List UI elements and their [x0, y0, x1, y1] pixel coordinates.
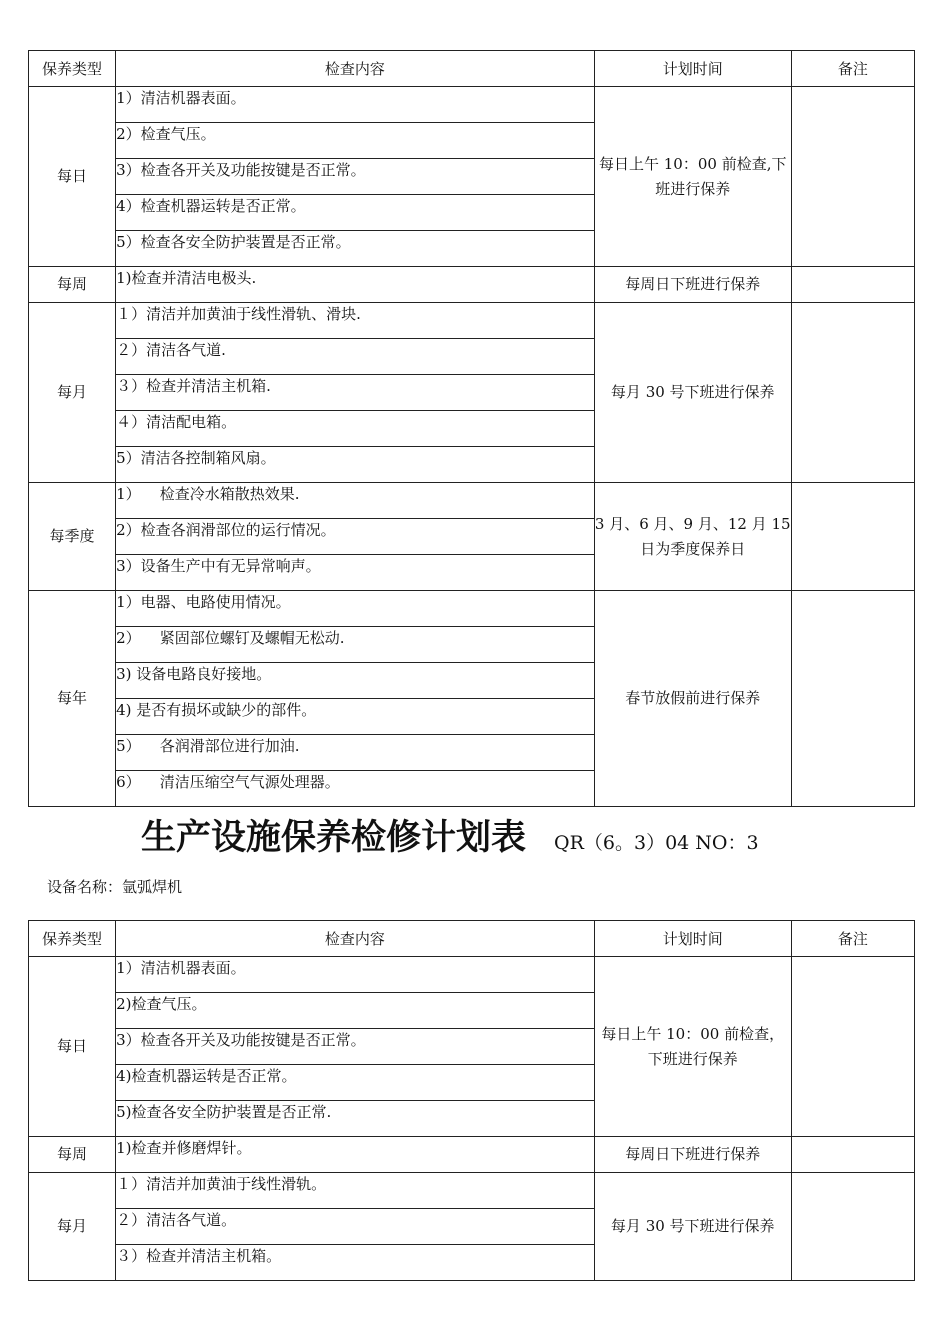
check-item: 5） 各润滑部位进行加油. [116, 735, 595, 771]
type-weekly: 每周 [29, 1137, 116, 1173]
table-row [29, 957, 915, 993]
check-item: ３）检查并清洁主机箱. [116, 375, 595, 411]
check-item: 3）检查各开关及功能按键是否正常。 [116, 1029, 595, 1065]
check-item: １）清洁并加黄油于线性滑轨、滑块. [116, 303, 595, 339]
type-monthly: 每月 [29, 1173, 116, 1281]
check-item: 2）检查气压。 [116, 123, 595, 159]
equipment-label: 设备名称： [47, 878, 123, 896]
maintenance-table-2 [28, 920, 915, 1281]
check-item: 5）检查各安全防护装置是否正常。 [116, 231, 595, 267]
table-row [29, 483, 915, 519]
table-row [29, 591, 915, 627]
check-item: 2)检查气压。 [116, 993, 595, 1029]
header-plan: 计划时间 [594, 921, 791, 957]
table-row [29, 267, 915, 303]
plan-time-weekly: 每周日下班进行保养 [594, 1137, 791, 1173]
check-item: 1）清洁机器表面。 [116, 957, 595, 993]
header-content: 检查内容 [116, 51, 595, 87]
equipment-line [47, 876, 182, 897]
check-item: 3）设备生产中有无异常响声。 [116, 555, 595, 591]
form-code: QR（6。3）04 NO：3 [554, 832, 759, 854]
check-item: 1） 检查冷水箱散热效果. [116, 483, 595, 519]
table-header-row [29, 921, 915, 957]
check-item: ２）清洁各气道. [116, 339, 595, 375]
type-monthly: 每月 [29, 303, 116, 483]
header-plan: 计划时间 [594, 51, 791, 87]
table-header-row [29, 51, 915, 87]
plan-time-monthly: 每月 30 号下班进行保养 [594, 303, 791, 483]
type-daily: 每日 [29, 87, 116, 267]
note-cell [791, 267, 914, 303]
table-row [29, 303, 915, 339]
plan-time-weekly: 每周日下班进行保养 [594, 267, 791, 303]
equipment-name: 氩弧焊机 [122, 878, 183, 896]
check-item: 5)检查各安全防护装置是否正常. [116, 1101, 595, 1137]
check-item: 6） 清洁压缩空气气源处理器。 [116, 771, 595, 807]
type-weekly: 每周 [29, 267, 116, 303]
check-item: 4)检查机器运转是否正常。 [116, 1065, 595, 1101]
check-item: 2）检查各润滑部位的运行情况。 [116, 519, 595, 555]
check-item: 2） 紧固部位螺钉及螺帽无松动. [116, 627, 595, 663]
check-item: ２）清洁各气道。 [116, 1209, 595, 1245]
note-cell [791, 591, 914, 807]
check-item: 1）清洁机器表面。 [116, 87, 595, 123]
type-yearly: 每年 [29, 591, 116, 807]
note-cell [791, 87, 914, 267]
document-title: 生产设施保养检修计划表 [141, 818, 527, 858]
table-row [29, 1173, 915, 1209]
check-item: 4）检查机器运转是否正常。 [116, 195, 595, 231]
check-item: ４）清洁配电箱。 [116, 411, 595, 447]
check-item: 4) 是否有损坏或缺少的部件。 [116, 699, 595, 735]
plan-time-yearly: 春节放假前进行保养 [594, 591, 791, 807]
check-item: 5）清洁各控制箱风扇。 [116, 447, 595, 483]
plan-time-quarterly: 3 月、6 月、9 月、12 月 15 日为季度保养日 [594, 483, 791, 591]
note-cell [791, 1137, 914, 1173]
plan-time-monthly: 每月 30 号下班进行保养 [594, 1173, 791, 1281]
check-item: １）清洁并加黄油于线性滑轨。 [116, 1173, 595, 1209]
check-item: 3) 设备电路良好接地。 [116, 663, 595, 699]
check-item: 1)检查并修磨焊针。 [116, 1137, 595, 1173]
document-title-line [141, 810, 759, 860]
note-cell [791, 957, 914, 1137]
check-item: 3）检查各开关及功能按键是否正常。 [116, 159, 595, 195]
header-type: 保养类型 [29, 51, 116, 87]
check-item: 1)检查并清洁电极头. [116, 267, 595, 303]
maintenance-table-1 [28, 50, 915, 807]
check-item: ３）检查并清洁主机箱。 [116, 1245, 595, 1281]
check-item: 1）电器、电路使用情况。 [116, 591, 595, 627]
header-type: 保养类型 [29, 921, 116, 957]
plan-time-daily: 每日上午 10：00 前检查，下班进行保养 [594, 957, 791, 1137]
note-cell [791, 1173, 914, 1281]
note-cell [791, 303, 914, 483]
header-note: 备注 [791, 51, 914, 87]
type-quarterly: 每季度 [29, 483, 116, 591]
table-row [29, 1137, 915, 1173]
plan-time-daily: 每日上午 10：00 前检查,下班进行保养 [594, 87, 791, 267]
table-row [29, 87, 915, 123]
header-note: 备注 [791, 921, 914, 957]
header-content: 检查内容 [116, 921, 595, 957]
note-cell [791, 483, 914, 591]
type-daily: 每日 [29, 957, 116, 1137]
